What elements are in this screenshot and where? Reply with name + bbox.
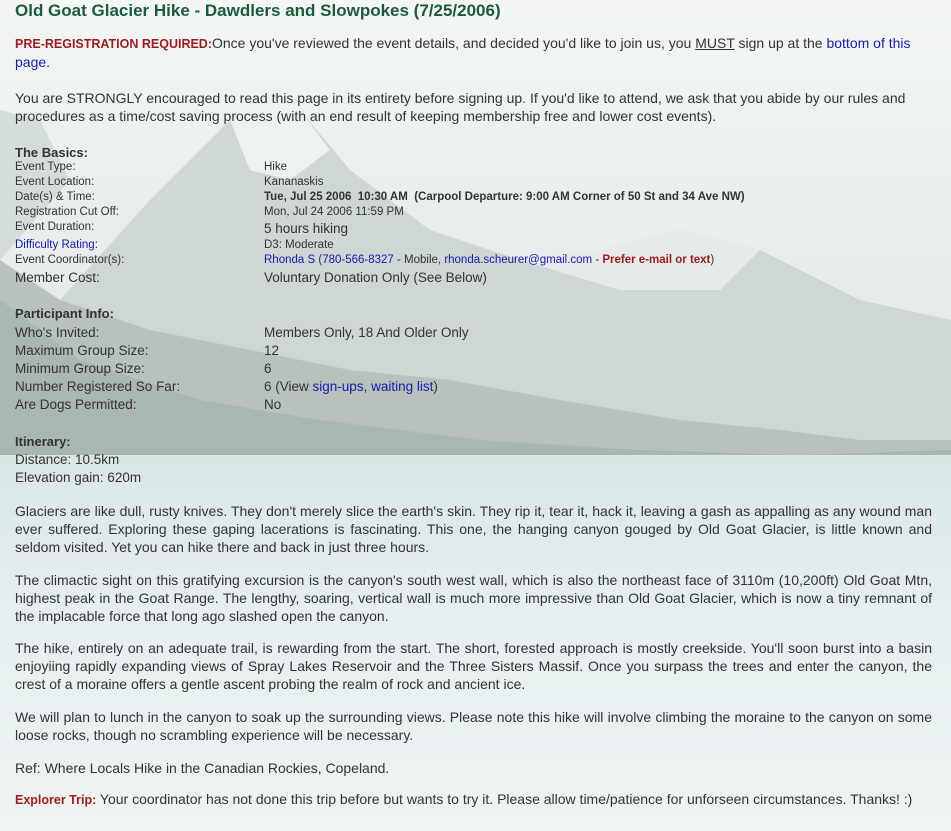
cutoff-label: Registration Cut Off: [15,206,119,218]
coordinator-label: Event Coordinator(s): [15,254,125,266]
event-location-value: Kananaskis [264,176,324,188]
invited-value: Members Only, 18 And Older Only [264,325,469,340]
itinerary-heading: Itinerary: [15,434,71,449]
dogs-value: No [264,397,282,412]
signups-link[interactable]: sign-ups [312,379,364,394]
registered-value: 6 (View sign-ups, waiting list) [264,379,438,394]
participant-heading: Participant Info: [15,306,114,321]
explorer-trip-notice [15,790,932,809]
preregistration-notice [15,34,932,71]
duration-value: 5 hours hiking [264,221,349,236]
difficulty-label-row: Difficulty Rating: [15,239,98,251]
max-group-value: 12 [264,343,280,358]
basics-heading: The Basics: [15,145,88,160]
reference-text: Ref: Where Locals Hike in the Canadian Rockies, Copeland. [15,760,390,776]
explorer-trip-text: Your coordinator has not done this trip before but wants to try it. Please allow time/patience for unforseen circumstances. Thanks! :) [96,791,913,807]
event-type-label: Event Type: [15,161,76,173]
min-group-label: Minimum Group Size: [15,361,145,376]
coordinator-phone-link[interactable]: 780-566-8327 [322,254,394,266]
description-paragraph: Glaciers are like dull, rusty knives. They don't merely slice the earth's skin. They rip it, tear it, hack it, leaving a gash as appalling as any wound man ever suffered. Exploring these gaping lacerations is fascinating. This one, the hanging canyon gouged by Old Goat Glacier, is little known and seldom visited. Yet you can hike there and back in just three hours. [15,503,932,555]
dates-label: Date(s) & Time: [15,191,95,203]
coordinator-value: Rhonda S (780-566-8327 - Mobile, rhonda.scheurer@gmail.com - Prefer e-mail or text) [264,254,715,266]
difficulty-value: D3: Moderate [264,239,334,251]
coordinator-separator: - [592,254,603,266]
coordinator-name-link[interactable]: Rhonda S [264,254,316,266]
invited-label: Who's Invited: [15,325,100,340]
description-paragraph: The climactic sight on this gratifying excursion is the canyon's south west wall, which is also the northeast face of 3110m (10,200ft) Old Goat Mtn, highest peak in the Goat Range. The lengthy, soaring, vertical wall is much more impressive than Old Goat Glacier, which is now a tiny remnant of the implacable force that long ago slashed open the canyon. [15,572,932,624]
difficulty-rating-link[interactable]: Difficulty Rating [15,239,95,251]
preregistration-text-mid: sign up at the [734,35,827,51]
waiting-list-link[interactable]: waiting list [371,379,434,394]
registered-count: 6 [264,379,272,394]
cost-value: Voluntary Donation Only (See Below) [264,270,487,285]
intro-paragraph: You are STRONGLY encouraged to read this page in its entirety before signing up. If you'd like to attend, we ask that you abide by our rules and procedures as a time/cost saving process (with an end result of keeping membership free and lower cost events). [15,90,906,124]
dates-value: Tue, Jul 25 2006 10:30 AM (Carpool Departure: 9:00 AM Corner of 50 St and 34 Ave NW) [264,191,745,203]
event-location-label: Event Location: [15,176,95,188]
preregistration-text: Once you've reviewed the event details, and decided you'd like to join us, you [212,35,696,51]
min-group-value: 6 [264,361,272,376]
preregistration-text-end: . [46,54,51,70]
itinerary-distance: Distance: 10.5km [15,452,120,467]
preregistration-label: PRE-REGISTRATION REQUIRED: [15,37,212,51]
dogs-label: Are Dogs Permitted: [15,397,137,412]
description-paragraph: We will plan to lunch in the canyon to soak up the surrounding views. Please note this hike will involve climbing the moraine to the canyon on some loose rocks, though no scrambling experience will be necessary. [15,709,932,743]
bottom-of-page-link[interactable]: bottom of this page [15,35,911,70]
coordinator-mobile-text: - Mobile, [393,254,445,266]
event-type-value: Hike [264,161,288,173]
max-group-label: Maximum Group Size: [15,343,149,358]
coordinator-email-link[interactable]: rhonda.scheurer@gmail.com [444,254,593,266]
registered-label: Number Registered So Far: [15,379,181,394]
explorer-trip-label: Explorer Trip: [15,793,97,807]
itinerary-elevation: Elevation gain: 620m [15,470,142,485]
duration-label: Event Duration: [15,221,95,233]
page-title: Old Goat Glacier Hike - Dawdlers and Slowpokes (7/25/2006) [15,1,501,20]
description-paragraph: The hike, entirely on an adequate trail, is rewarding from the start. The short, forested approach is mostly creekside. You'll soon burst into a basin enjoyiing rapidly expanding views of Spray Lakes Reservoir and the Three Sisters Massif. Once you surpass the trees and enter the canyon, the crest of a moraine offers a gentle ascent probing the realm of rock and ancient ice. [15,640,932,692]
coordinator-prefer-text: Prefer e-mail or text [602,254,711,266]
must-text: MUST [695,35,735,51]
cost-label: Member Cost: [15,270,100,285]
cutoff-value: Mon, Jul 24 2006 11:59 PM [264,206,404,218]
